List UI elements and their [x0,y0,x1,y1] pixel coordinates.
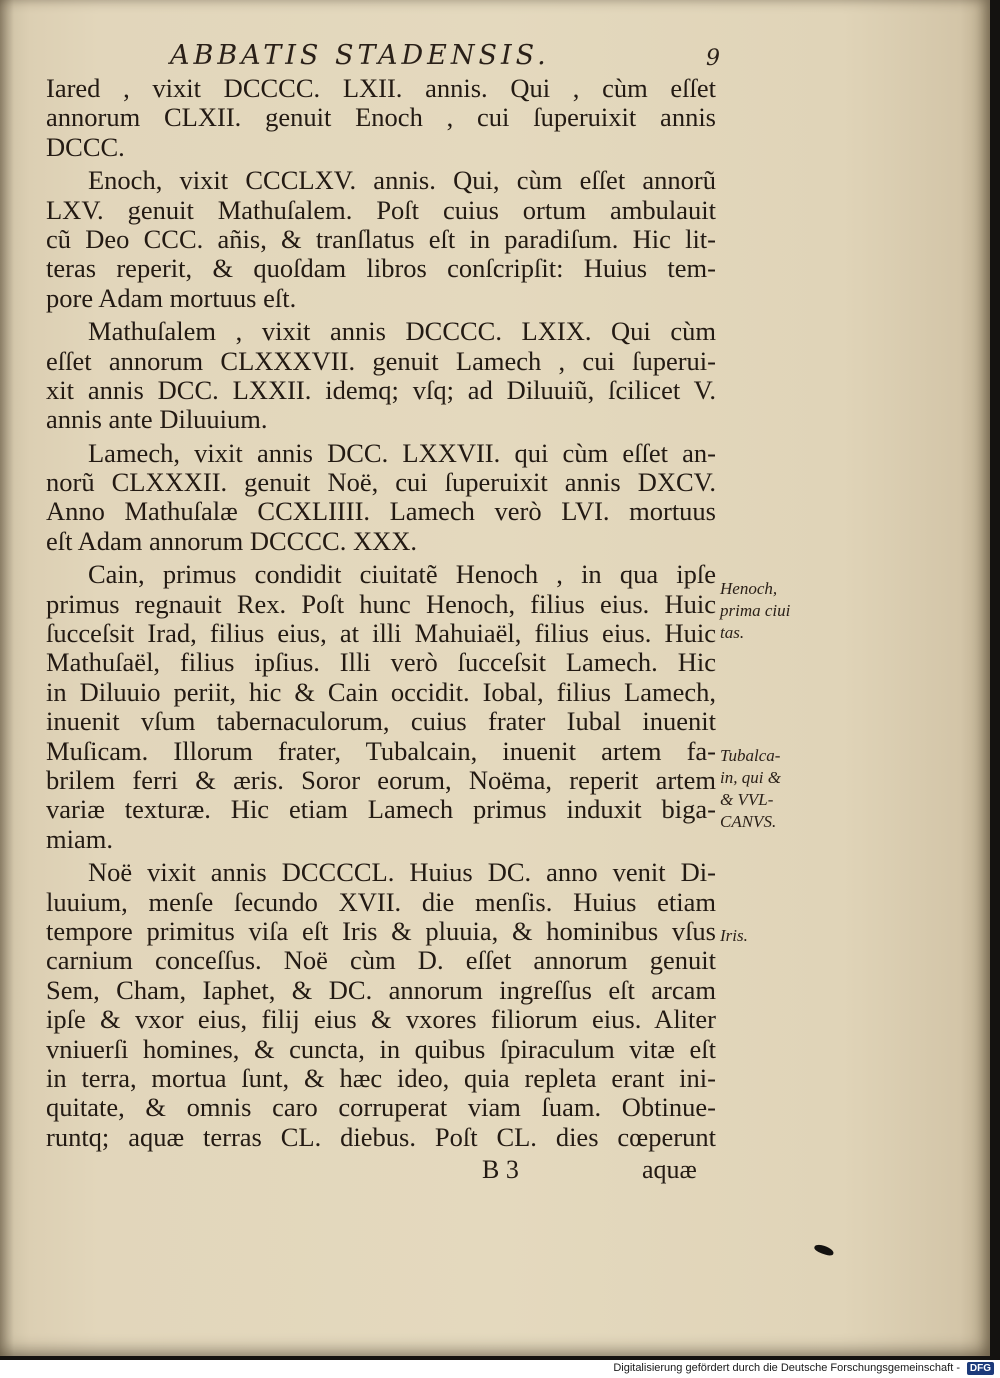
text-line: luuium, menſe ſecundo XVII. die menſis. Huius etiam [46,886,716,917]
signature-mark: B 3 [482,1155,519,1184]
text-line: carnium conceſſus. Noë cùm D. eſſet annorum genuit [46,945,716,976]
margin-note-line: & VVL- [720,790,774,809]
page-number: 9 [706,46,720,71]
text-line: variæ texturæ. Hic etiam Lamech primus induxit biga- [46,794,716,825]
margin-note-line: prima ciui [720,601,791,620]
text-line: Iared , vixit DCCCC. LXII. annis. Qui , cùm eſſet [46,73,716,103]
catchword: aquæ [642,1155,697,1184]
text-line: xit annis DCC. LXXII. idemq; vſq; ad Diluuiũ, ſcilicet V. [46,374,716,405]
dfg-logo: DFG [967,1362,994,1375]
margin-note-iris [720,925,748,947]
text-line: vniuerſi homines, & cuncta, in quibus ſpiraculum vitæ eſt [46,1033,716,1064]
margin-note-line: Iris. [720,926,748,945]
text-line: cũ Deo CCC. añis, & tranſlatus eſt in paradiſum. Hic lit- [46,223,716,254]
text-line: Mathuſaël, filius ipſius. Illi verò ſucceſsit Lamech. Hic [46,647,716,678]
text-line: teras reperit, & quoſdam libros conſcripſit: Huius tem- [46,253,716,284]
text-line: annorum CLXII. genuit Enoch , cui ſuperuixit annis [46,102,716,133]
text-line: Noë vixit annis DCCCCL. Huius DC. anno venit Di- [88,857,716,888]
text-line: brilem ferri & æris. Soror eorum, Noëma, reperit artem [46,764,716,795]
text-line: runtq; aquæ terras CL. diebus. Poſt CL. dies cœperunt [46,1121,716,1152]
text-line: quitate, & omnis caro corruperat viam ſuam. Obtinue- [46,1092,716,1123]
text-line: ſucceſsit Irad, filius eius, at illi Mahuiaël, filius eius. Huic [46,618,716,649]
text-line: Mathuſalem , vixit annis DCCCC. LXIX. Qui cùm [88,316,716,347]
margin-note-line: Tubalca- [720,746,781,765]
text-line: pore Adam mortuus eſt. [46,282,297,313]
text-line: eſt Adam annorum DCCCC. XXX. [46,525,417,556]
text-line: miam. [46,823,113,854]
footer-credit: Digitalisierung gefördert durch die Deutsche Forschungsgemeinschaft - [613,1362,960,1374]
text-line: Cain, primus condidit ciuitatẽ Henoch , in qua ipſe [88,559,716,590]
text-line: LXV. genuit Mathuſalem. Poſt cuius ortum ambulauit [46,194,716,225]
text-line: Sem, Cham, Iaphet, & DC. annorum ingreſſus eſt arcam [46,974,716,1005]
margin-note-henoch [720,578,790,644]
text-line: inuenit vſum tabernaculorum, cuius frater Iubal inuenit [46,706,716,737]
text-line: in Diluuio periit, hic & Cain occidit. Iobal, filius Lamech, [46,676,716,707]
margin-note-tubalcain [720,745,781,833]
text-line: in terra, mortua ſunt, & hæc ideo, quia repleta erant ini- [46,1062,716,1093]
text-line: Enoch, vixit CCCLXV. annis. Qui, cùm eſſet annorũ [88,165,716,196]
text-line: primus regnauit Rex. Poſt hunc Henoch, filius eius. Huic [46,588,716,619]
text-line: norũ CLXXXII. genuit Noë, cui ſuperuixit annis DXCV. [46,467,716,498]
margin-note-line: CANVS. [720,812,777,831]
text-line: Anno Mathuſalæ CCXLIIII. Lamech verò LVI. mortuus [46,496,716,527]
text-line: annis ante Diluuium. [46,404,268,435]
text-line: Muſicam. Illorum frater, Tubalcain, inuenit artem fa- [46,735,716,766]
text-line: DCCC. [46,131,125,162]
text-line: Lamech, vixit annis DCC. LXXVII. qui cùm eſſet an- [88,437,716,468]
text-line: tempore primitus viſa eſt Iris & pluuia, & hominibus vſus [46,915,716,946]
body-text [46,74,716,1152]
text-line: ipſe & vxor eius, filij eius & vxores filiorum eius. Aliter [46,1004,716,1035]
margin-note-line: tas. [720,623,745,642]
margin-note-line: in, qui & [720,768,781,787]
digitization-footer [0,1360,1000,1378]
text-line: eſſet annorum CLXXXVII. genuit Lamech , cui ſuperui- [46,345,716,376]
margin-note-line: Henoch, [720,579,778,598]
ink-blot [813,1243,834,1257]
running-head: ABBATIS STADENSIS. [170,40,550,71]
